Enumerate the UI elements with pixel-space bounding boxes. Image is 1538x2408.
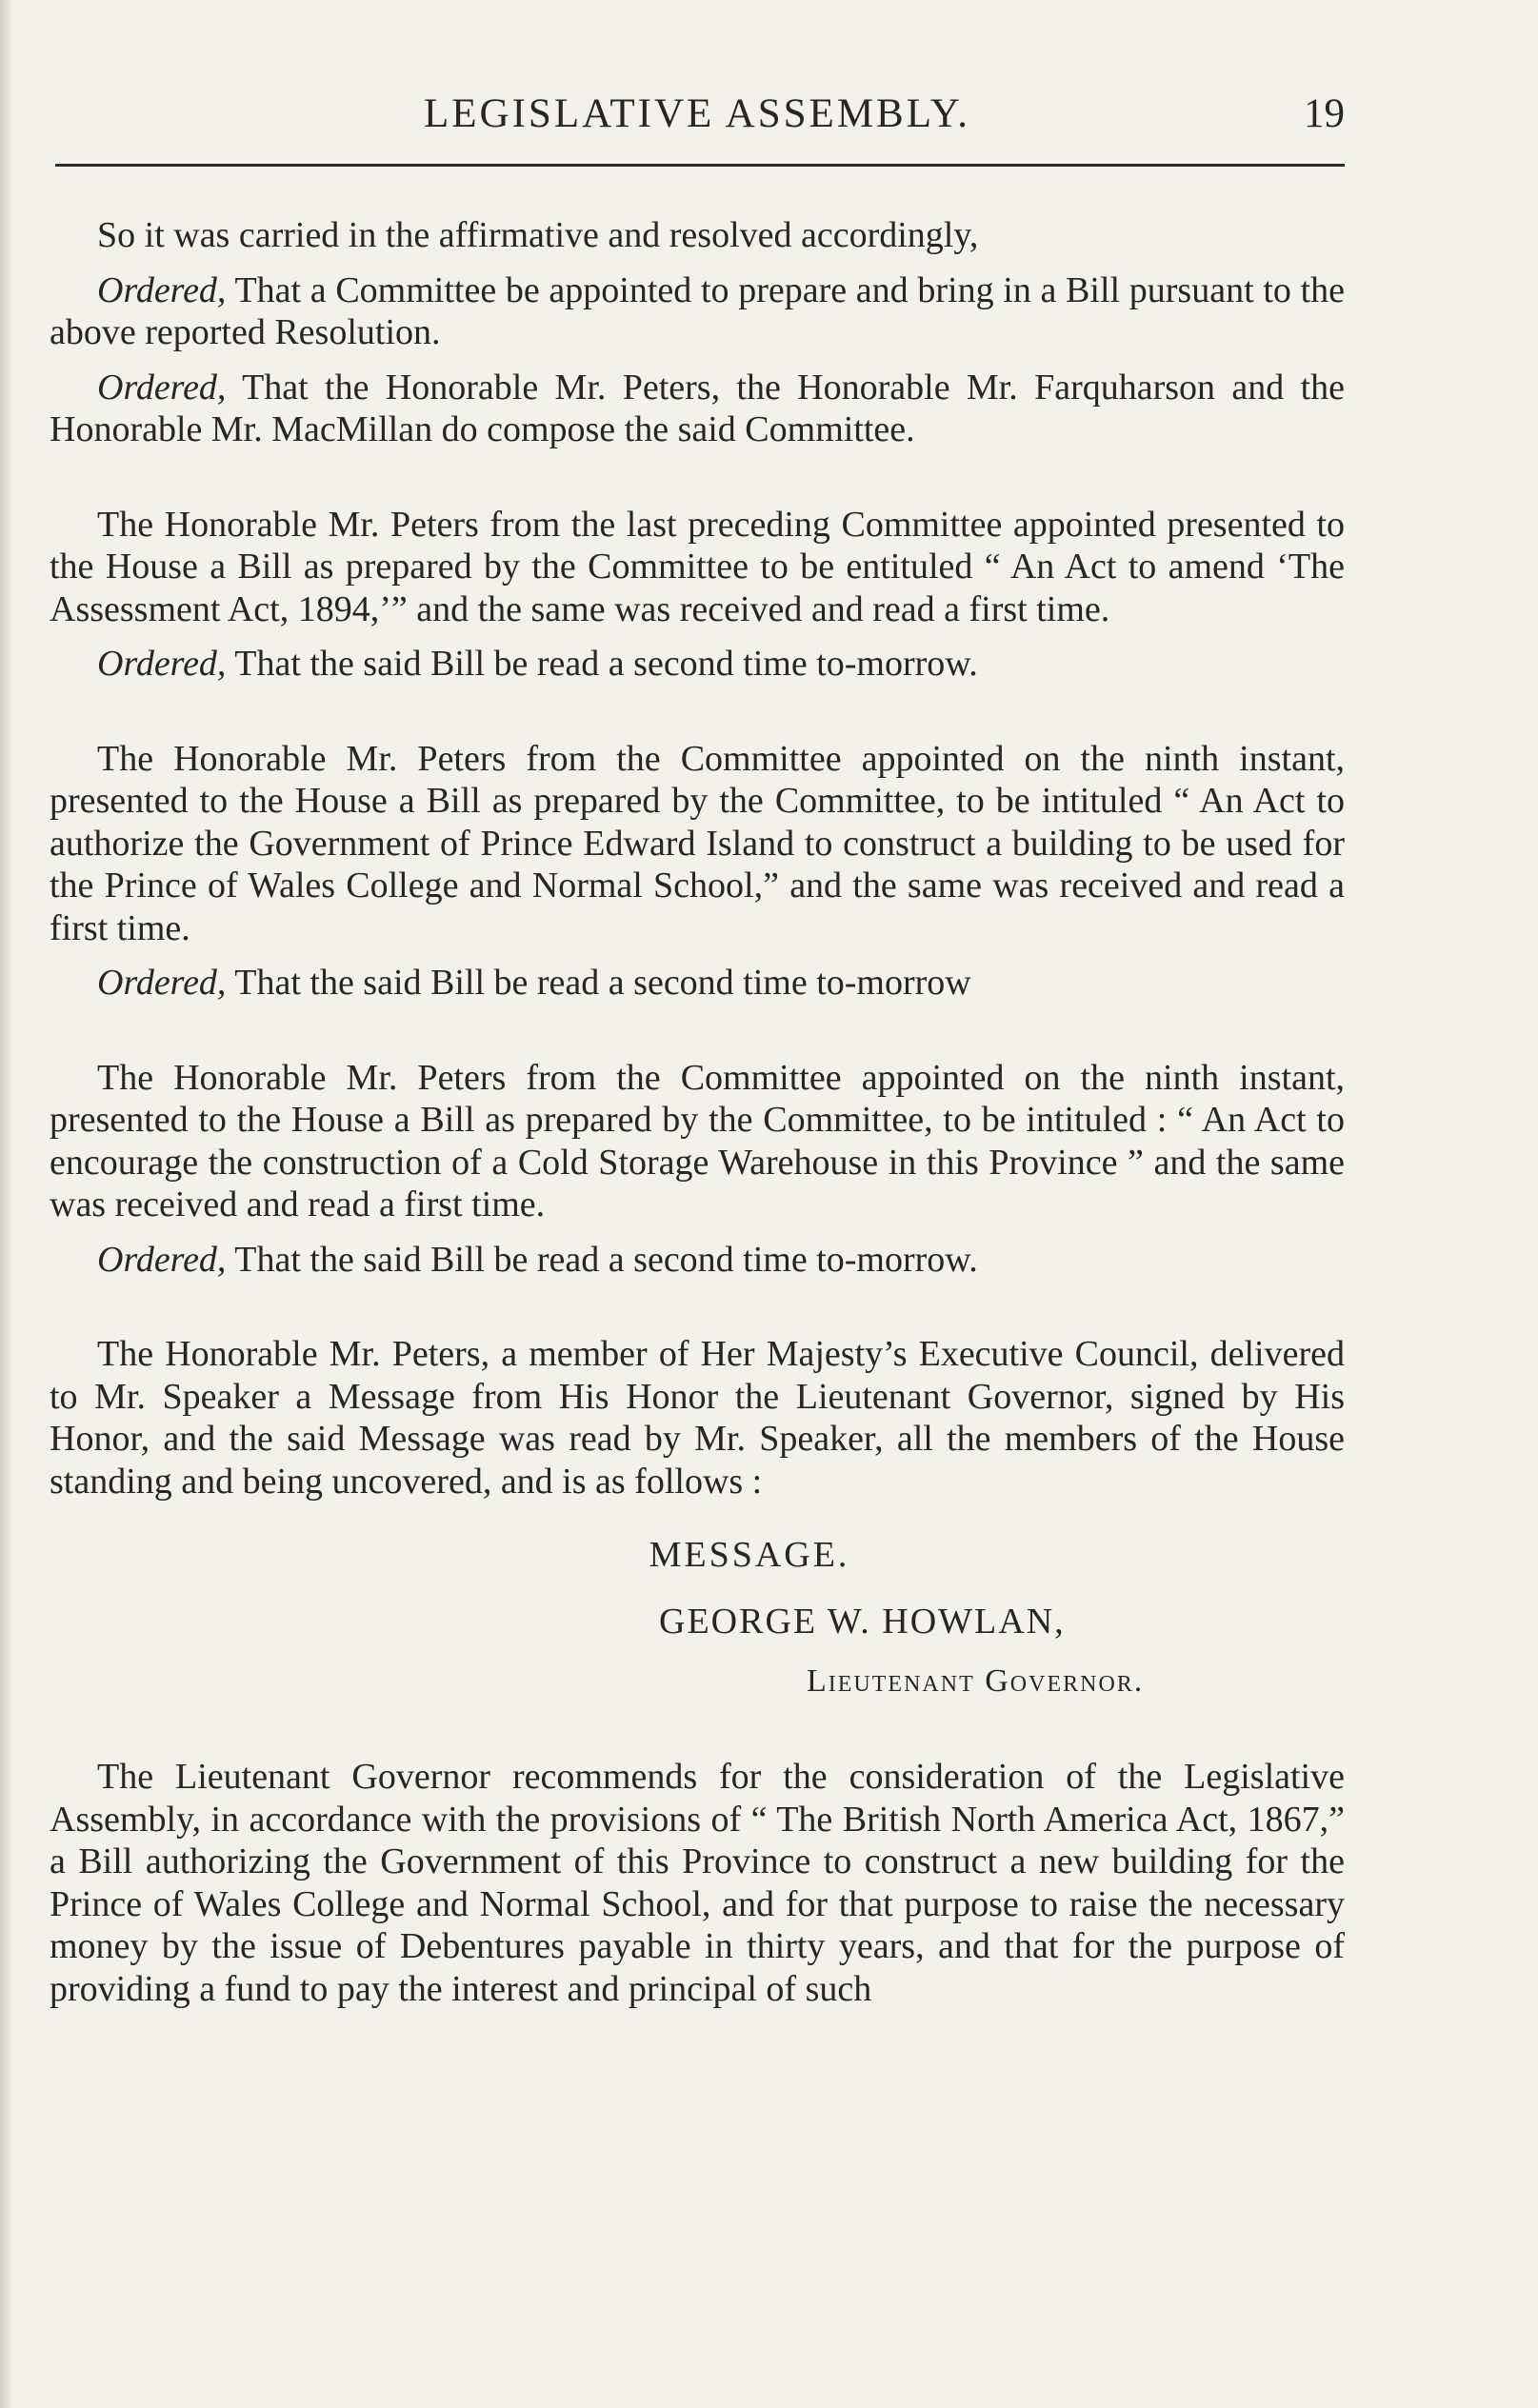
paragraph xyxy=(50,643,1345,686)
message-title: MESSAGE. xyxy=(649,1535,850,1575)
order-word: Ordered, xyxy=(97,269,227,310)
message-block xyxy=(50,1533,1345,1701)
paragraph xyxy=(50,1333,1345,1503)
paragraph xyxy=(50,1057,1345,1226)
paragraph-text: The Honorable Mr. Peters from the Committee appointed on the ninth instant, presented to the House a Bill as prepared by the Committee, to be intituled “ An Act to authorize the Government of Prince Edward Island to construct a building to be used for the Prince of Wales College and Normal School,” and the same was received and read a first time. xyxy=(50,738,1345,948)
message-signer-title: Lieutenant Governor. xyxy=(807,1663,1145,1699)
order-word: Ordered, xyxy=(97,367,227,408)
page-number: 19 xyxy=(1304,91,1345,136)
page-edge-shadow xyxy=(0,0,13,2408)
paragraph xyxy=(50,1239,1345,1282)
paragraph-text: That the Honorable Mr. Peters, the Honorable Mr. Farquharson and the Honorable Mr. MacMillan do compose the said Committee. xyxy=(50,367,1345,449)
paragraph-text: That the said Bill be read a second time to-morrow xyxy=(226,963,971,1003)
paragraph xyxy=(50,504,1345,631)
paragraph xyxy=(50,269,1345,354)
paragraph xyxy=(50,214,1345,257)
paragraph xyxy=(50,738,1345,950)
order-word: Ordered, xyxy=(97,644,227,684)
running-head: LEGISLATIVE ASSEMBLY. xyxy=(424,91,970,136)
paragraph xyxy=(50,367,1345,451)
paragraph-text: The Honorable Mr. Peters, a member of Her Majesty’s Executive Council, delivered to Mr. Speaker a Message from His Honor the Lieutenant Governor, signed by His Honor, and the said Message was read by Mr. Speaker, all the members of the House standing and being uncovered, and is as follows : xyxy=(50,1334,1345,1502)
paragraph xyxy=(50,962,1345,1005)
closing-paragraph: The Lieutenant Governor recommends for the consideration of the Legislative Assembly, in accordance with the provisions of “ The British North America Act, 1867,” a Bill authorizing the Government of this Province to construct a new building for the Prince of Wales College and Normal School, and for that purpose to raise the necessary money by the issue of Debentures payable in thirty years, and that for the purpose of providing a fund to pay the interest and principal of such xyxy=(50,1757,1345,2009)
header-rule xyxy=(55,164,1345,167)
paragraph-text: The Honorable Mr. Peters from the Committee appointed on the ninth instant, presented to the House a Bill as prepared by the Committee, to be intituled : “ An Act to encourage the construction of a Cold Storage Warehouse in this Province ” and the same was received and read a first time. xyxy=(50,1057,1345,1224)
paragraph-text: The Honorable Mr. Peters from the last preceding Committee appointed presented to the House a Bill as prepared by the Committee to be entituled “ An Act to amend ‘The Assessment Act, 1894,’” and the same was received and read a first time. xyxy=(50,504,1345,629)
page-header xyxy=(50,86,1345,143)
body-text xyxy=(50,214,1345,2010)
order-word: Ordered, xyxy=(97,1239,227,1280)
paragraph-text: That the said Bill be read a second time to-morrow. xyxy=(226,1239,978,1280)
paragraph-text: So it was carried in the affirmative and resolved accordingly, xyxy=(97,215,979,255)
order-word: Ordered, xyxy=(97,963,227,1003)
message-signer: GEORGE W. HOWLAN, xyxy=(659,1602,1066,1642)
paragraph-text: That the said Bill be read a second time to-morrow. xyxy=(226,644,978,684)
paragraph-text: That a Committee be appointed to prepare and bring in a Bill pursuant to the above reported Resolution. xyxy=(50,269,1345,352)
